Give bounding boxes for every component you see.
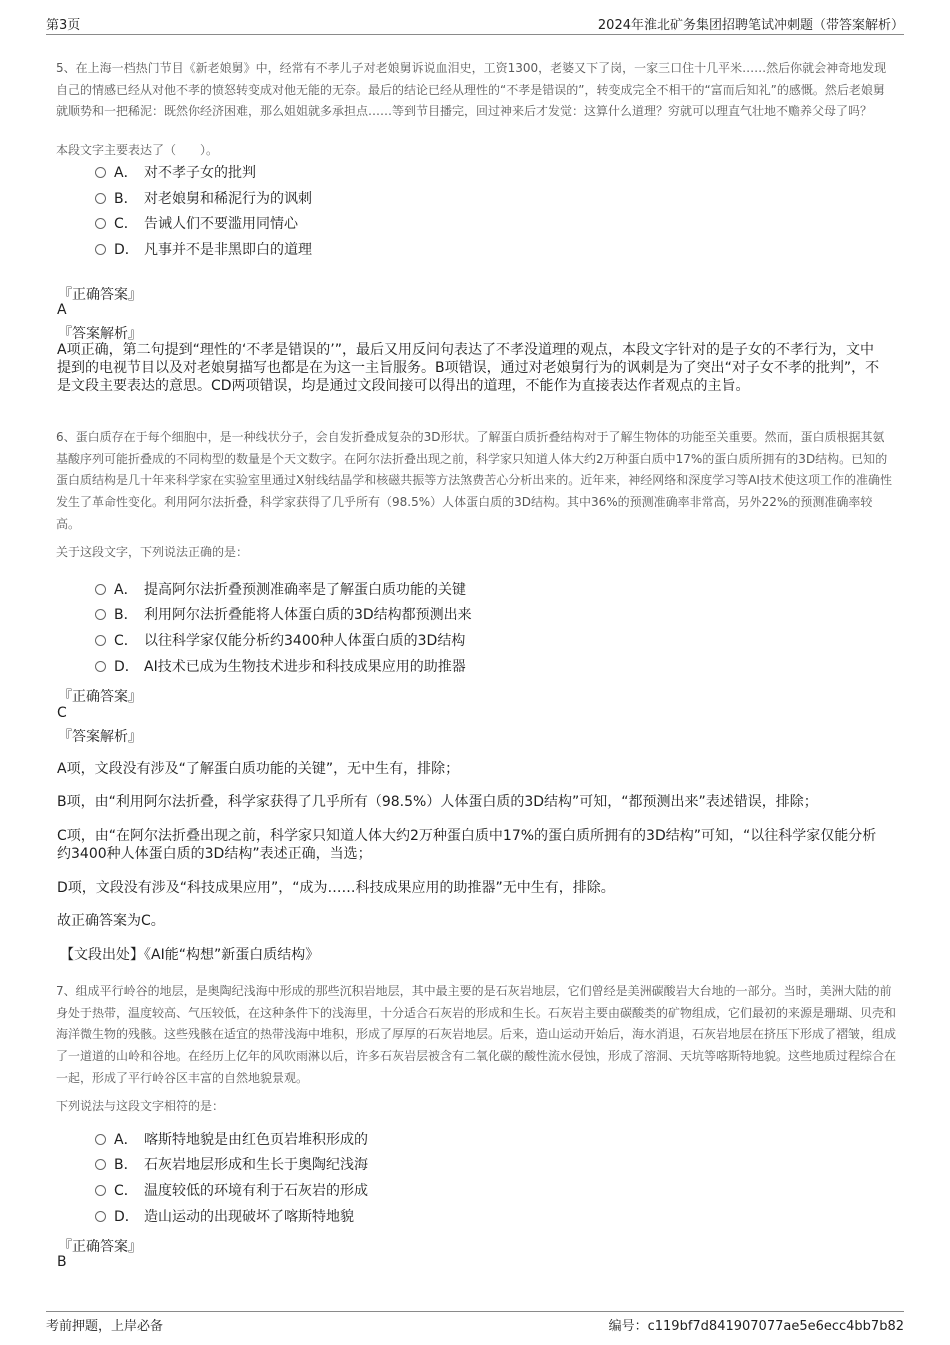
q5-explanation: A项正确，第二句提到“理性的‘不孝是错误的’”，最后又用反问句表达了不孝没道理的观点，本段文字针对的是子女的不孝行为，文中提到的电视节目以及对老娘舅描写也都是在为这一主旨服务。B项错误，通过对老娘舅行为的讽刺是为了突出“对子女不孝的批判”，不是文段主要表达的意思。CD两项错误，均是通过文段间接可以得出的道理，不能作为直接表达作者观点的主旨。: [57, 342, 880, 394]
q6-explain-d: D项，文段没有涉及“科技成果应用”，“成为……科技成果应用的助推器”无中生有，排除。: [57, 880, 615, 896]
q5-option-c[interactable]: C． 告诫人们不要滥用同情心: [95, 213, 298, 235]
q7-stem: 7、组成平行岭谷的地层，是奥陶纪浅海中形成的那些沉积岩地层，其中最主要的是石灰岩地层，它们曾经是美洲碳酸岩大台地的一部分。当时，美洲大陆的前身处于热带，温度较高、气压较低，在这种条件下的浅海里，十分适合石灰岩的形成和生长。石灰岩主要由碳酸类的矿物组成，它们最初的来源是珊瑚、贝壳和海洋微生物的残骸。这些残骸在适宜的热带浅海中堆积，形成了厚厚的石灰岩地层。后来，造山运动开始后，海水消退，石灰岩地层在挤压下形成了褶皱，组成了一道道的山岭和谷地。在经历上亿年的风吹雨淋以后，许多石灰岩层被含有二氧化碳的酸性流水侵蚀，形成了溶洞、天坑等喀斯特地貌。这些地质过程综合在一起，形成了平行岭谷区丰富的自然地貌景观。: [56, 984, 897, 1085]
q6-conclusion: 故正确答案为C。: [57, 913, 165, 929]
radio-icon[interactable]: [95, 661, 106, 672]
radio-icon[interactable]: [95, 1185, 106, 1196]
radio-icon[interactable]: [95, 193, 106, 204]
q5-question: 本段文字主要表达了（ ）。: [56, 143, 219, 157]
radio-icon[interactable]: [95, 1134, 106, 1145]
document-title: 2024年淮北矿务集团招聘笔试冲刺题（带答案解析）: [597, 18, 904, 33]
radio-icon[interactable]: [95, 1211, 106, 1222]
q5-stem: 5、在上海一档热门节目《新老娘舅》中，经常有不孝儿子对老娘舅诉说血泪史，工资1300，老婆又下了岗，一家三口住十几平米……然后你就会神奇地发现自己的情感已经从对他不孝的愤怒转变成对他无能的无奈。最后的结论已经从理性的“不孝是错误的”，转变成完全不相干的“富而后知礼”的感慨。然后老娘舅就顺势和一把稀泥：既然你经济困难，那么姐姐就多承担点……等到节目播完，回过神来后才发觉：这算什么道理？穷就可以理直气壮地不赡养父母了吗？: [56, 61, 887, 119]
radio-icon[interactable]: [95, 635, 106, 646]
q5-answer: A: [57, 302, 67, 318]
q6-option-d[interactable]: D． AI技术已成为生物技术进步和科技成果应用的助推器: [95, 656, 466, 678]
q7-option-b[interactable]: B． 石灰岩地层形成和生长于奥陶纪浅海: [95, 1154, 368, 1176]
q6-answer-label: 『正确答案』: [58, 689, 142, 705]
q5-option-a[interactable]: A． 对不孝子女的批判: [95, 162, 256, 184]
q5-option-d[interactable]: D． 凡事并不是非黑即白的道理: [95, 239, 312, 261]
radio-icon[interactable]: [95, 584, 106, 595]
footer-slogan: 考前押题，上岸必备: [46, 1319, 164, 1334]
radio-icon[interactable]: [95, 609, 106, 620]
document-id: 编号：c119bf7d841907077ae5e6ecc4bb7b82: [608, 1319, 904, 1334]
page-number: 第3页: [46, 18, 81, 33]
q5-explain-label: 『答案解析』: [58, 326, 142, 342]
q7-answer: B: [57, 1254, 67, 1270]
radio-icon[interactable]: [95, 1159, 106, 1170]
page-footer: [46, 1311, 904, 1336]
q6-stem: 6、蛋白质存在于每个细胞中，是一种线状分子，会自发折叠成复杂的3D形状。了解蛋白质折叠结构对于了解生物体的功能至关重要。然而，蛋白质根据其氨基酸序列可能折叠成的不同构型的数量是个天文数字。在阿尔法折叠出现之前，科学家只知道人体大约2万种蛋白质中17%的蛋白质所拥有的3D结构。已知的蛋白质结构是几十年来科学家在实验室里通过X射线结晶学和核磁共振等方法煞费苦心分析出来的。近年来，神经网络和深度学习等AI技术使这项工作的准确性发生了革命性变化。利用阿尔法折叠，科学家获得了几乎所有（98.5%）人体蛋白质的3D结构。其中36%的预测准确率非常高，另外22%的预测准确率较高。: [56, 430, 892, 531]
q6-answer: C: [57, 705, 67, 721]
page-header: [46, 12, 904, 35]
q6-option-a[interactable]: A． 提高阿尔法折叠预测准确率是了解蛋白质功能的关键: [95, 579, 466, 601]
q7-option-c[interactable]: C． 温度较低的环境有利于石灰岩的形成: [95, 1180, 368, 1202]
q6-explain-label: 『答案解析』: [58, 729, 142, 745]
q6-option-b[interactable]: B． 利用阿尔法折叠能将人体蛋白质的3D结构都预测出来: [95, 604, 472, 626]
radio-icon[interactable]: [95, 167, 106, 178]
q6-explain-c: C项，由“在阿尔法折叠出现之前，科学家只知道人体大约2万种蛋白质中17%的蛋白质所拥有的3D结构”可知，“以往科学家仅能分析约3400种人体蛋白质的3D结构”表述正确，当选；: [57, 828, 877, 862]
q7-option-d[interactable]: D． 造山运动的出现破坏了喀斯特地貌: [95, 1206, 354, 1228]
q5-answer-label: 『正确答案』: [58, 287, 142, 303]
q6-question: 关于这段文字，下列说法正确的是：: [56, 545, 249, 559]
q5-option-b[interactable]: B． 对老娘舅和稀泥行为的讽刺: [95, 188, 312, 210]
q6-source: 【文段出处】《AI能“构想”新蛋白质结构》: [60, 947, 320, 963]
q7-option-a[interactable]: A． 喀斯特地貌是由红色页岩堆积形成的: [95, 1129, 368, 1151]
radio-icon[interactable]: [95, 244, 106, 255]
q6-option-c[interactable]: C． 以往科学家仅能分析约3400种人体蛋白质的3D结构: [95, 630, 465, 652]
q6-explain-a: A项，文段没有涉及“了解蛋白质功能的关键”，无中生有，排除；: [57, 761, 460, 777]
radio-icon[interactable]: [95, 218, 106, 229]
q7-question: 下列说法与这段文字相符的是：: [56, 1099, 225, 1113]
q6-explain-b: B项，由“利用阿尔法折叠，科学家获得了几乎所有（98.5%）人体蛋白质的3D结构”可知，“都预测出来”表述错误，排除；: [57, 794, 818, 810]
q7-answer-label: 『正确答案』: [58, 1239, 142, 1255]
